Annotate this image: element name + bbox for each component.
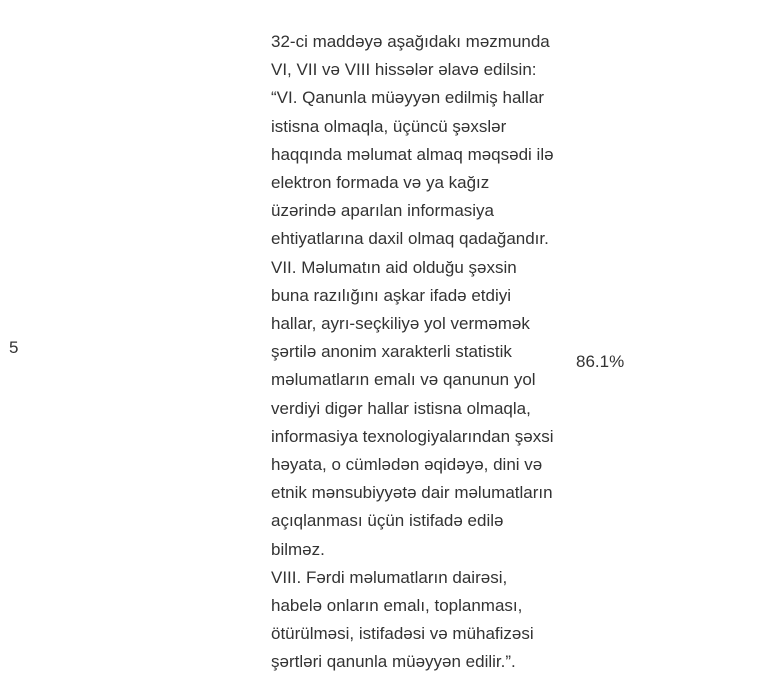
text-line: VII. Məlumatın aid olduğu şəxsin — [271, 257, 517, 277]
text-line: VIII. Fərdi məlumatların dairəsi, — [271, 567, 508, 587]
text-line: həyata, o cümlədən əqidəyə, dini və — [271, 455, 543, 475]
text-line: hallar, ayrı-seçkiliyə yol verməmək — [271, 314, 530, 334]
text-line: açıqlanması üçün istifadə edilə — [271, 511, 504, 531]
row-number: 5 — [9, 338, 19, 357]
text-line: elektron formada və ya kağız — [271, 173, 490, 193]
text-line: etnik mənsubiyyətə dair məlumatların — [271, 483, 553, 503]
text-line: 32-ci maddəyə aşağıdakı məzmunda — [271, 32, 550, 51]
text-line: şərtilə anonim xarakterli statistik — [271, 342, 512, 362]
text-line: üzərində aparılan informasiya — [271, 201, 495, 221]
text-line: şərtləri qanunla müəyyən edilir.”. — [271, 652, 516, 672]
text-line: bilməz. — [271, 539, 325, 559]
text-line: verdiyi digər hallar istisna olmaqla, — [271, 398, 531, 418]
text-line: habelə onların emalı, toplanması, — [271, 596, 523, 616]
text-line: ehtiyatlarına daxil olmaq qadağandır. — [271, 229, 549, 249]
percentage-value: 86.1% — [576, 352, 625, 371]
text-line: informasiya texnologiyalarından şəxsi — [271, 426, 554, 446]
text-line: haqqında məlumat almaq məqsədi ilə — [271, 144, 554, 164]
text-line: “VI. Qanunla müəyyən edilmiş hallar — [271, 88, 545, 108]
amendment-text — [271, 28, 591, 677]
text-line: istisna olmaqla, üçüncü şəxslər — [271, 116, 507, 136]
text-line: buna razılığını aşkar ifadə etdiyi — [271, 285, 512, 305]
text-line: məlumatların emalı və qanunun yol — [271, 370, 536, 390]
text-line: VI, VII və VIII hissələr əlavə edilsin: — [271, 60, 537, 80]
text-line: ötürülməsi, istifadəsi və mühafizəsi — [271, 624, 534, 644]
